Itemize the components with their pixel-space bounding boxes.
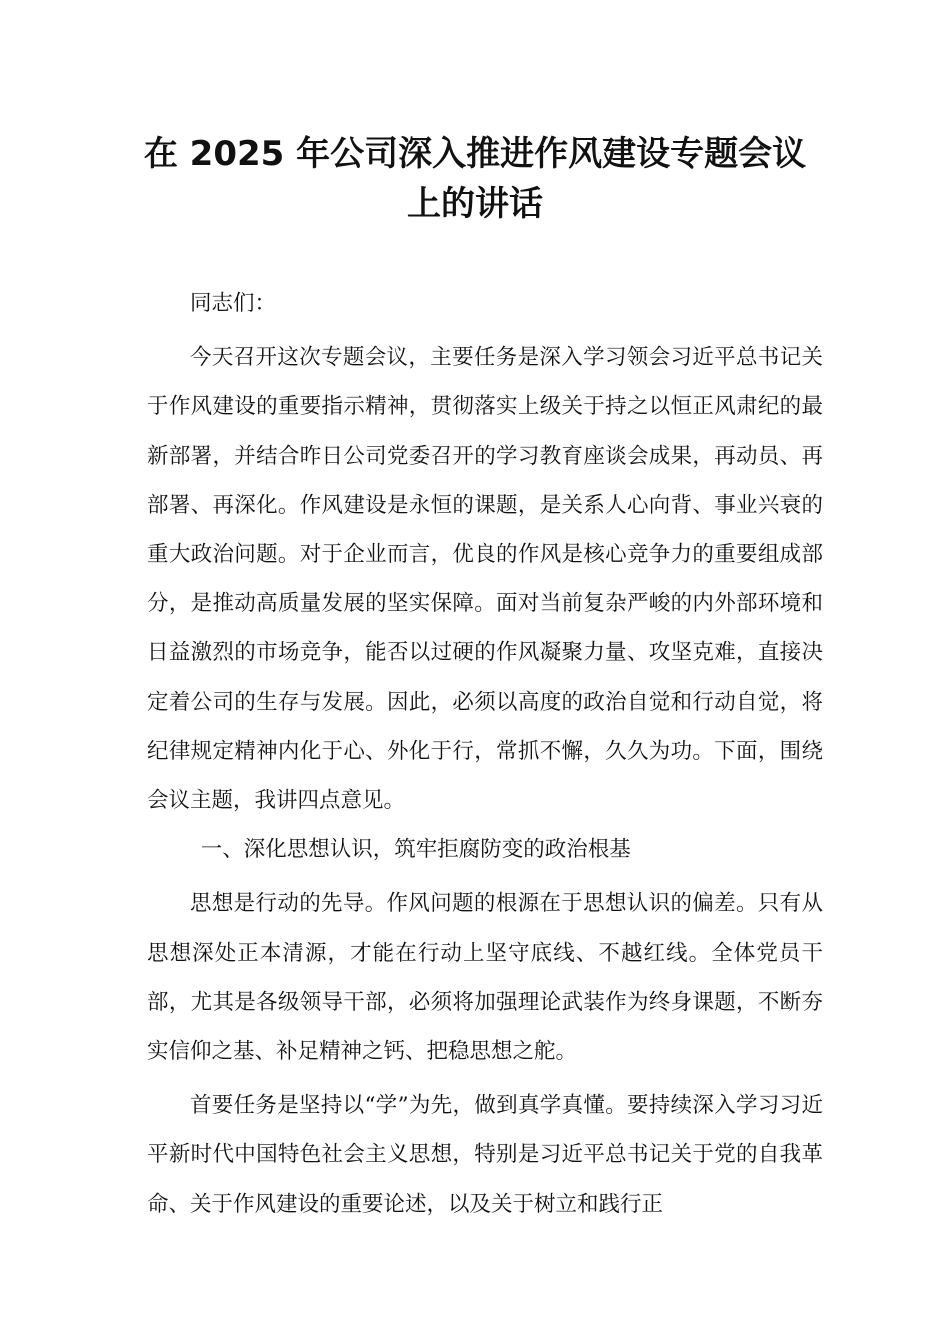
paragraph-thought: 思想是行动的先导。作风问题的根源在于思想认识的偏差。只有从思想深处正本清源，才能在行动上坚守底线、不越红线。全体党员干部，尤其是各级领导干部，必须将加强理论武装作为终身课题，不断夯实信仰之基、补足精神之钙、把稳思想之舵。 <box>147 891 823 1065</box>
document-title-line-1: 在 2025 年公司深入推进作风建设专题会议 <box>143 134 807 174</box>
paragraph-intro: 今天召开这次专题会议，主要任务是深入学习领会习近平总书记关于作风建设的重要指示精神，贯彻落实上级关于持之以恒正风肃纪的最新部署，并结合昨日公司党委召开的学习教育座谈会成果，再动员、再部署、再深化。作风建设是永恒的课题，是关系人心向背、事业兴衰的重大政治问题。对于企业而言，优良的作风是核心竞争力的重要组成部分，是推动高质量发展的坚实保障。面对当前复杂严峻的内外部环境和日益激烈的市场竞争，能否以过硬的作风凝聚力量、攻坚克难，直接决定着公司的生存与发展。因此，必须以高度的政治自觉和行动自觉，将纪律规定精神内化于心、外化于行，常抓不懈，久久为功。下面，围绕会议主题，我讲四点意见。 <box>147 345 823 814</box>
document-title-line-2: 上的讲话 <box>407 184 543 224</box>
paragraph-study: 首要任务是坚持以“学”为先，做到真学真懂。要持续深入学习习近平新时代中国特色社会主义思想，特别是习近平总书记关于党的自我革命、关于作风建设的重要论述，以及关于树立和践行正 <box>147 1093 823 1217</box>
salutation: 同志们： <box>190 291 277 316</box>
section-heading-1: 一、深化思想认识，筑牢拒腐防变的政治根基 <box>200 837 631 863</box>
document-body <box>147 279 823 1229</box>
